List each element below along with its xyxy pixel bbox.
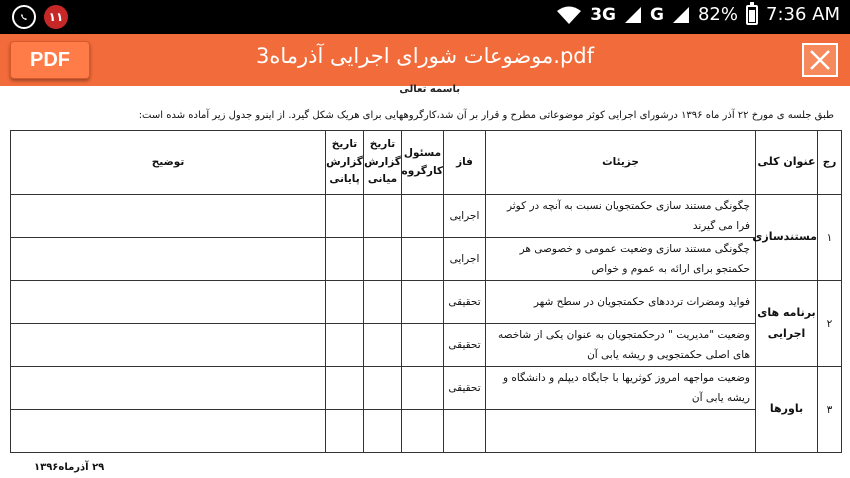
description-cell: [11, 367, 326, 410]
notification-badge: ۱۱: [44, 5, 68, 29]
footer-date: ۲۹ آذرماه۱۳۹۶: [34, 462, 105, 473]
header-cell: رج: [818, 131, 842, 195]
pdf-button[interactable]: PDF: [10, 41, 90, 79]
phase-cell: تحقیقی: [444, 281, 486, 324]
group-title: برنامه های اجرایی: [756, 281, 818, 367]
topics-table: [10, 130, 842, 453]
responsible-cell: [402, 238, 444, 281]
wifi-icon: [556, 5, 582, 25]
whatsapp-icon: [12, 5, 36, 29]
detail-cell: چگونگی مستند سازی حکمتجویان نسبت به آنچه در کوثر فرا می گیرند: [486, 195, 756, 238]
mid-report-cell: [364, 281, 402, 324]
row-number: ۱: [818, 195, 842, 281]
battery-icon: [746, 5, 758, 25]
header-cell: عنوان کلی: [756, 131, 818, 195]
phase-cell: اجرایی: [444, 238, 486, 281]
mid-report-cell: [364, 410, 402, 453]
phase-cell: اجرایی: [444, 195, 486, 238]
responsible-cell: [402, 281, 444, 324]
row-number: ۲: [818, 281, 842, 367]
detail-cell: چگونگی مستند سازی وضعیت عمومی و خصوصی هر حکمتجو برای ارائه به عموم و خواص: [486, 238, 756, 281]
description-cell: [11, 238, 326, 281]
responsible-cell: [402, 324, 444, 367]
group-title: باورها: [756, 367, 818, 453]
table-row: [11, 281, 842, 324]
signal-2-icon: [672, 6, 690, 24]
header-cell: تاریخ گزارش پایانی: [326, 131, 364, 195]
document-heading: باسمه تعالی: [399, 84, 460, 95]
final-report-cell: [326, 410, 364, 453]
table-header-row: [11, 131, 842, 195]
close-icon: [809, 49, 831, 71]
header-cell: تاریخ گزارش میانی: [364, 131, 402, 195]
system-indicators: [556, 4, 840, 25]
final-report-cell: [326, 238, 364, 281]
final-report-cell: [326, 281, 364, 324]
final-report-cell: [326, 195, 364, 238]
intro-paragraph: طبق جلسه ی مورخ ۲۲ آذر ماه ۱۳۹۶ درشورای اجرایی کوثر موضوعاتی مطرح و قرار بر آن شد،کارگروههایی برای هریک شکل گیرد. از اینرو جدول زیر آماده شده است:: [138, 110, 834, 121]
detail-cell: فواید ومضرات ترددهای حکمتجویان در سطح شهر: [486, 281, 756, 324]
document-page[interactable]: [0, 86, 850, 478]
row-number: ۳: [818, 367, 842, 453]
network-2-label: G: [650, 4, 664, 25]
phase-cell: تحقیقی: [444, 324, 486, 367]
notification-icons: [12, 5, 68, 29]
close-button[interactable]: [802, 43, 838, 77]
header-cell: توضیح: [11, 131, 326, 195]
description-cell: [11, 410, 326, 453]
final-report-cell: [326, 324, 364, 367]
network-1-label: 3G: [590, 4, 617, 25]
battery-percent: 82%: [697, 4, 738, 25]
responsible-cell: [402, 410, 444, 453]
document-title: موضوعات شورای اجرایی آذرماه3.pdf: [255, 44, 595, 68]
mid-report-cell: [364, 324, 402, 367]
table-row: [11, 238, 842, 281]
description-cell: [11, 324, 326, 367]
detail-cell: [486, 410, 756, 453]
detail-cell: وضعیت مواجهه امروز کوثریها با جایگاه دیپلم و دانشگاه و ریشه یابی آن: [486, 367, 756, 410]
table-row: [11, 410, 842, 453]
signal-1-icon: [624, 6, 642, 24]
description-cell: [11, 281, 326, 324]
mid-report-cell: [364, 367, 402, 410]
table-row: [11, 324, 842, 367]
status-bar: [0, 0, 850, 34]
app-bar: [0, 34, 850, 86]
responsible-cell: [402, 367, 444, 410]
mid-report-cell: [364, 195, 402, 238]
mid-report-cell: [364, 238, 402, 281]
phase-cell: تحقیقی: [444, 367, 486, 410]
header-cell: فاز: [444, 131, 486, 195]
table-row: [11, 367, 842, 410]
group-title: مستندسازی: [756, 195, 818, 281]
responsible-cell: [402, 195, 444, 238]
description-cell: [11, 195, 326, 238]
clock: 7:36 AM: [766, 4, 840, 25]
detail-cell: وضعیت "مدیریت " درحکمتجویان به عنوان یکی از شاخصه های اصلی حکمتجویی و ریشه یابی آن: [486, 324, 756, 367]
header-cell: مسئول کارگروه: [402, 131, 444, 195]
table-row: [11, 195, 842, 238]
phase-cell: [444, 410, 486, 453]
header-cell: جزیئات: [486, 131, 756, 195]
final-report-cell: [326, 367, 364, 410]
